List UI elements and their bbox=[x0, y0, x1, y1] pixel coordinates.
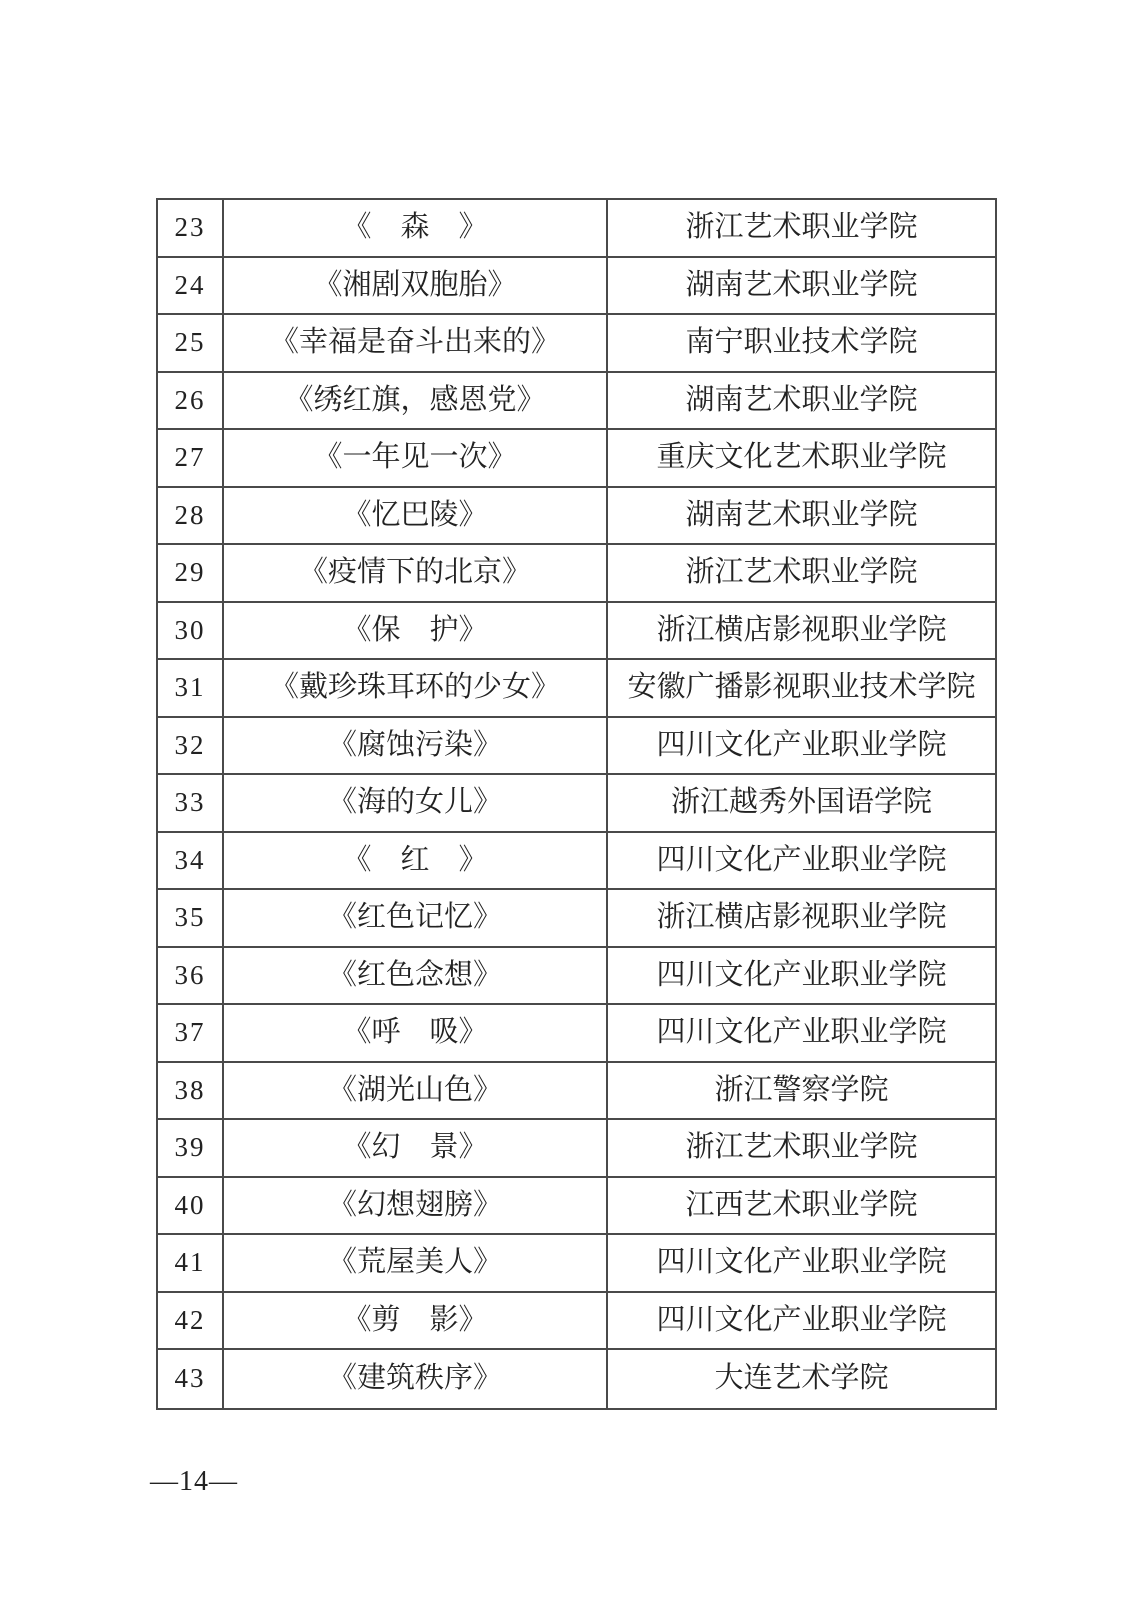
work-title-cell: 《建筑秩序》 bbox=[224, 1350, 608, 1408]
institution-cell: 安徽广播影视职业技术学院 bbox=[627, 671, 976, 704]
work-title-cell: 《幻想翅膀》 bbox=[224, 1178, 608, 1234]
table-row bbox=[158, 1063, 995, 1121]
row-number-cell: 28 bbox=[158, 488, 224, 544]
row-number-cell: 30 bbox=[158, 603, 224, 659]
institution-cell: 湖南艺术职业学院 bbox=[685, 383, 918, 416]
work-title-cell: 《幻 景》 bbox=[224, 1120, 608, 1176]
work-title-cell: 《一年见一次》 bbox=[224, 430, 608, 486]
table-row bbox=[158, 948, 995, 1006]
row-number-cell: 25 bbox=[158, 315, 224, 371]
table-row bbox=[158, 258, 995, 316]
table-row bbox=[158, 1235, 995, 1293]
institution-cell: 浙江艺术职业学院 bbox=[685, 211, 918, 244]
table-row bbox=[158, 315, 995, 373]
institution-cell: 浙江警察学院 bbox=[714, 1073, 889, 1106]
table-row bbox=[158, 488, 995, 546]
institution-cell: 四川文化产业职业学院 bbox=[656, 728, 947, 761]
table-row bbox=[158, 1005, 995, 1063]
row-number-cell: 27 bbox=[158, 430, 224, 486]
work-title-cell: 《湖光山色》 bbox=[224, 1063, 608, 1119]
page-number: —14— bbox=[150, 1466, 238, 1497]
institution-cell: 四川文化产业职业学院 bbox=[656, 1303, 947, 1336]
institution-cell: 南宁职业技术学院 bbox=[685, 326, 918, 359]
table-row bbox=[158, 1178, 995, 1236]
row-number-cell: 32 bbox=[158, 718, 224, 774]
table-row bbox=[158, 430, 995, 488]
row-number-cell: 31 bbox=[158, 660, 224, 716]
row-number-cell: 24 bbox=[158, 258, 224, 314]
row-number-cell: 23 bbox=[158, 200, 224, 256]
row-number-cell: 29 bbox=[158, 545, 224, 601]
row-number-cell: 34 bbox=[158, 833, 224, 889]
row-number-cell: 33 bbox=[158, 775, 224, 831]
row-number-cell: 26 bbox=[158, 373, 224, 429]
row-number-cell: 35 bbox=[158, 890, 224, 946]
work-title-cell: 《忆巴陵》 bbox=[224, 488, 608, 544]
work-title-cell: 《湘剧双胞胎》 bbox=[224, 258, 608, 314]
institution-cell: 四川文化产业职业学院 bbox=[656, 843, 947, 876]
table-row bbox=[158, 545, 995, 603]
institution-cell: 四川文化产业职业学院 bbox=[656, 1016, 947, 1049]
table-row bbox=[158, 833, 995, 891]
row-number-cell: 39 bbox=[158, 1120, 224, 1176]
institution-cell: 大连艺术学院 bbox=[714, 1362, 889, 1395]
institution-cell: 四川文化产业职业学院 bbox=[656, 1246, 947, 1279]
table-row bbox=[158, 890, 995, 948]
table-row bbox=[158, 718, 995, 776]
work-title-cell: 《海的女儿》 bbox=[224, 775, 608, 831]
institution-cell: 江西艺术职业学院 bbox=[685, 1188, 918, 1221]
work-title-cell: 《腐蚀污染》 bbox=[224, 718, 608, 774]
row-number-cell: 40 bbox=[158, 1178, 224, 1234]
work-title-cell: 《荒屋美人》 bbox=[224, 1235, 608, 1291]
table-row bbox=[158, 1120, 995, 1178]
awards-table bbox=[156, 198, 997, 1410]
institution-cell: 重庆文化艺术职业学院 bbox=[656, 441, 947, 474]
table-row bbox=[158, 775, 995, 833]
row-number-cell: 41 bbox=[158, 1235, 224, 1291]
row-number-cell: 38 bbox=[158, 1063, 224, 1119]
table-row bbox=[158, 200, 995, 258]
table-row bbox=[158, 1350, 995, 1408]
work-title-cell: 《 红 》 bbox=[224, 833, 608, 889]
row-number-cell: 43 bbox=[158, 1350, 224, 1408]
row-number-cell: 42 bbox=[158, 1293, 224, 1349]
institution-cell: 浙江横店影视职业学院 bbox=[656, 613, 947, 646]
table-row bbox=[158, 660, 995, 718]
table-row bbox=[158, 373, 995, 431]
row-number-cell: 37 bbox=[158, 1005, 224, 1061]
work-title-cell: 《幸福是奋斗出来的》 bbox=[224, 315, 608, 371]
work-title-cell: 《戴珍珠耳环的少女》 bbox=[224, 660, 608, 716]
work-title-cell: 《红色记忆》 bbox=[224, 890, 608, 946]
table-row bbox=[158, 603, 995, 661]
institution-cell: 浙江横店影视职业学院 bbox=[656, 901, 947, 934]
work-title-cell: 《 森 》 bbox=[224, 200, 608, 256]
row-number-cell: 36 bbox=[158, 948, 224, 1004]
work-title-cell: 《红色念想》 bbox=[224, 948, 608, 1004]
table-row bbox=[158, 1293, 995, 1351]
work-title-cell: 《保 护》 bbox=[224, 603, 608, 659]
institution-cell: 浙江艺术职业学院 bbox=[685, 556, 918, 589]
work-title-cell: 《疫情下的北京》 bbox=[224, 545, 608, 601]
institution-cell: 湖南艺术职业学院 bbox=[685, 498, 918, 531]
institution-cell: 浙江越秀外国语学院 bbox=[670, 786, 932, 819]
work-title-cell: 《呼 吸》 bbox=[224, 1005, 608, 1061]
institution-cell: 湖南艺术职业学院 bbox=[685, 268, 918, 301]
work-title-cell: 《剪 影》 bbox=[224, 1293, 608, 1349]
institution-cell: 四川文化产业职业学院 bbox=[656, 958, 947, 991]
work-title-cell: 《绣红旗，感恩党》 bbox=[224, 373, 608, 429]
institution-cell: 浙江艺术职业学院 bbox=[685, 1131, 918, 1164]
